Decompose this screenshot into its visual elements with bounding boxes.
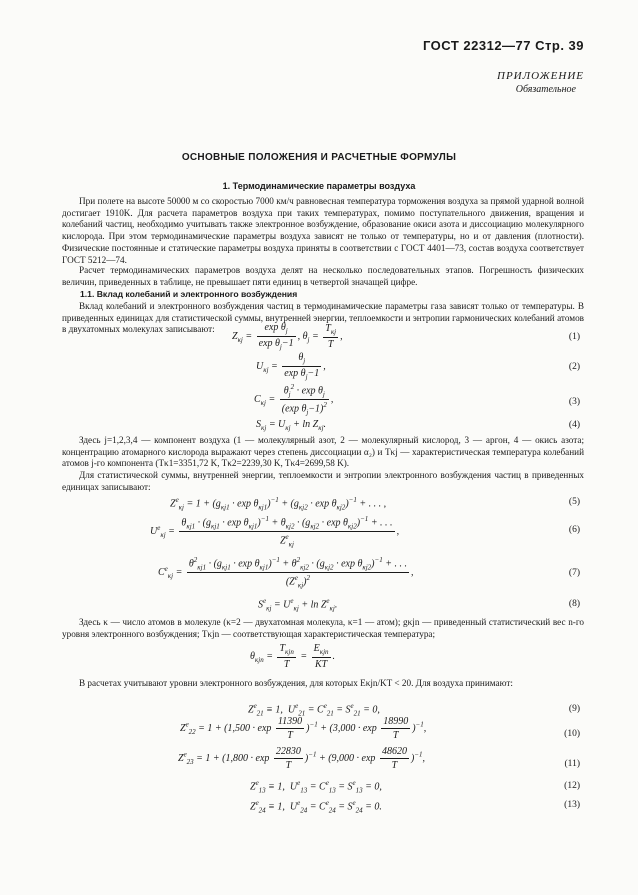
equation-3: $C_{\kappa j}$ = $\frac{\theta_j^2 \cdot \exp \theta_j}{(\exp \theta_j-1)^2}$ , — [254, 383, 334, 417]
paragraph-7: В расчетах учитывают уровни электронного возбуждения, для которых Eκjn/KT < 20. Для воздуха принимают: — [79, 678, 513, 688]
equation-number: (4) — [568, 420, 580, 430]
paragraph-2: Расчет термодинамических параметров воздуха делят на несколько последовательных этапов. Погрешность физических величин, приведенных в таблице, не превышает пяти единиц в четвертой значащей цифре. — [62, 265, 584, 287]
equation-number: (2) — [568, 362, 580, 372]
section-title: 1. Термодинамические параметры воздуха — [222, 181, 416, 191]
equation-9: $Z^e_{21} \equiv 1$, $U^e_{21} = C^e_{21} = S^e_{21} = 0$, — [248, 702, 380, 718]
paragraph-3: Вклад колебаний и электронного возбуждения частиц в термодинамические параметры газа зависят только от температуры. В приведенных единицах для статистической суммы, внутренней энергии, теплоемкости и энтропии гармонических колебаний атомов в двухатомных молекулах записывают: — [62, 301, 584, 335]
equation-11: $Z^e_{23} = 1 + (1,800 \cdot \exp$ $\frac{22830}{T}$ )$^{-1}$ + (9,000 · exp $\frac{48620}{T}$ )$^{-1}$, — [178, 746, 426, 771]
equation-number: (11) — [564, 759, 580, 769]
doc-heading: ОСНОВНЫЕ ПОЛОЖЕНИЯ И РАСЧЕТНЫЕ ФОРМУЛЫ — [181, 152, 457, 163]
appendix-status: Обязательное — [515, 84, 576, 95]
equation-8: $S^e_{\kappa j} = U^e_{\kappa j} + \ln Z^e_{\kappa j}$. — [258, 597, 338, 613]
equation-number: (7) — [568, 568, 580, 578]
equation-13: $Z^e_{24} \equiv 1$, $U^e_{24} = C^e_{24} = S^e_{24} = 0$. — [250, 799, 382, 815]
equation-12: $Z^e_{13} \equiv 1$, $U^e_{13} = C^e_{13} = S^e_{13} = 0$, — [250, 779, 382, 795]
equation-theta: $\theta_{\kappa jn}$ = $\frac{T_{\kappa jn}}{T}$ = $\frac{E_{\kappa jn}}{KT}$ . — [250, 643, 336, 670]
equation-number: (13) — [564, 800, 580, 810]
equation-10: $Z^e_{22} = 1 + (1,500 \cdot \exp$ $\frac{11390}{T}$ )$^{-1}$ + (3,000 · exp $\frac{18990}{T}$ )$^{-1}$, — [180, 716, 427, 741]
equation-1: $Z_{\kappa j}$ = $\frac{\exp \theta_j}{\exp \theta_j-1}$ , $\theta_j$ = $\frac{T_{\kappa j}}{T}$ , — [232, 322, 343, 351]
equation-number: (5) — [568, 497, 580, 507]
paragraph-4: Здесь j=1,2,3,4 — компонент воздуха (1 — молекулярный азот, 2 — молекулярный кислород, 3 — аргон, 4 — окись азота; концентрацию атомарного кислорода выражают через степень диссоциации α₂) и Tκj — характеристическая температура колебаний атомов j-го компонента (Tκ1=3351,72 K, Tκ2=2239,30 K, Tκ4=2699,58 K). — [62, 435, 584, 469]
paragraph-5: Для статистической суммы, внутренней энергии, теплоемкости и энтропии электронного возбуждения частиц в приведенных единицах записывают: — [62, 470, 584, 492]
equation-number: (10) — [564, 729, 580, 739]
subsection-title: 1.1. Вклад колебаний и электронного возбуждения — [80, 289, 298, 299]
equation-number: (6) — [568, 525, 580, 535]
appendix-label: ПРИЛОЖЕНИЕ — [497, 70, 584, 82]
equation-number: (3) — [568, 397, 580, 407]
equation-number: (1) — [568, 332, 580, 342]
equation-number: (9) — [568, 704, 580, 714]
equation-7: $C^e_{\kappa j}$ = $\theta^2_{\kappa j1} \cdot (g_{\kappa j1} \cdot \exp \theta_{\kappa j1})^{-1} + \theta^2_{\kappa j2} \cdot (g_{\kappa j2} \cdot \exp \theta_{\kappa j2})^{-1}$ + . . . $(Z^e_{\kappa j})^2$ , — [158, 556, 414, 590]
paragraph-1: При полете на высоте 50000 м со скоростью 7000 км/ч равновесная температура торможения воздуха за прямой ударной волной достигает 1910K. Для расчета параметров воздуха при таких температурах, помимо поступательного движения, вращения и колебаний частиц, необходимо учитывать также электронное возбуждение, образование окиси азота и диссоциацию молекулярного кислорода. При этом термодинамические параметры воздуха зависят не только от температуры, но и от давления (плотности). Физические постоянные и статические параметры воздуха приняты в соответствии с ГОСТ 4401—73, состав воздуха соответствует ГОСТ 5212—74. — [62, 196, 584, 265]
equation-number: (12) — [564, 781, 580, 791]
equation-number: (8) — [568, 599, 580, 609]
equation-2: $U_{\kappa j}$ = $\frac{\theta_j}{\exp \theta_j-1}$ , — [256, 352, 326, 381]
page-header: ГОСТ 22312—77 Стр. 39 — [422, 38, 584, 53]
equation-4: $S_{\kappa j} = U_{\kappa j} + \ln Z_{\kappa j}$. — [256, 419, 327, 432]
equation-6: $U^e_{\kappa j}$ = $\theta_{\kappa j1} \cdot (g_{\kappa j1} \cdot \exp \theta_{\kappa j1})^{-1} + \theta_{\kappa j2} \cdot (g_{\kappa j2} \cdot \exp \theta_{\kappa j2})^{-1}$ + . . . $Z^e_{\kappa j}$ , — [150, 515, 400, 549]
equation-5: $Z^e_{\kappa j} = 1 + (g_{\kappa j1} \cdot \exp \theta_{\kappa j1})^{-1} + (g_{\kappa j2} \cdot \exp \theta_{\kappa j2})^{-1}$ + . . . , — [170, 496, 387, 512]
paragraph-6: Здесь κ — число атомов в молекуле (κ=2 — двухатомная молекула, κ=1 — атом); gκjn — приведенный статистический вес n-го уровня электронного возбуждения; Tκjn — соответствующая характеристическая температура; — [62, 617, 584, 639]
